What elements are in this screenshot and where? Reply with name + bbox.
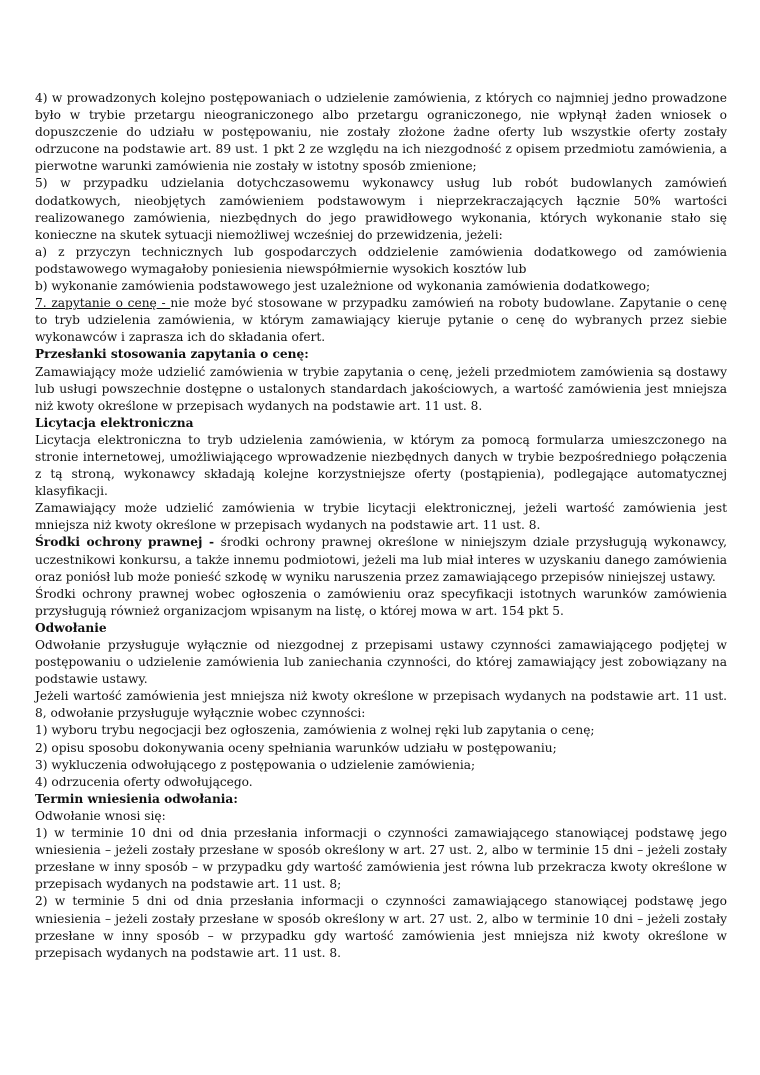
list-item-4: 4) odrzucenia oferty odwołującego.: [35, 774, 253, 789]
heading-licytacja: Licytacja elektroniczna: [35, 415, 194, 430]
paragraph-srodki-2: Środki ochrony prawnej wobec ogłoszenia o zamówieniu oraz specyfikacji istotnych warunków zamówienia przysługują również organizacjom wpisanym na listę, o której mowa w art. 154 pkt 5.: [35, 586, 727, 618]
heading-srodki: Środki ochrony prawnej -: [35, 535, 221, 550]
item-7-text: nie może być stosowane w przypadku zamówień na roboty budowlane. Zapytanie o cenę to tryb udzielenia zamówienia, w którym zamawiający kieruje pytanie o cenę do wybranych przez siebie wykonawców i zaprasza ich do składania ofert.: [35, 296, 727, 345]
paragraph-item-5: 5) w przypadku udzielania dotychczasowemu wykonawcy usług lub robót budowlanych zamówień dodatkowych, nieobjętych zamówieniem podstawowym i nieprzekraczających łącznie 50% wartości realizowanego zamówienia, niezbędnych do jego prawidłowego wykonania, których wykonanie stało się konieczne na skutek sytuacji niemożliwej wcześniej do przewidzenia, jeżeli:: [35, 176, 727, 242]
item-7-label: 7. zapytanie o cenę -: [35, 296, 171, 311]
paragraph-item-4: 4) w prowadzonych kolejno postępowaniach o udzielenie zamówienia, z których co najmniej jedno prowadzone było w trybie przetargu nieograniczonego albo przetargu ograniczonego, nie wpłynął żaden wniosek o dopuszczenie do udziału w postępowaniu, nie zostały złożone żadne oferty lub wszystkie oferty zostały odrzucone na podstawie art. 89 ust. 1 pkt 2 ze względu na ich niezgodność z opisem przedmiotu zamówienia, a pierwotne warunki zamówienia nie zostały w istotny sposób zmienione;: [35, 91, 727, 174]
heading-termin: Termin wniesienia odwołania:: [35, 791, 238, 806]
paragraph-odwolanie-2: Jeżeli wartość zamówienia jest mniejsza niż kwoty określone w przepisach wydanych na podstawie art. 11 ust. 8, odwołanie przysługuje wyłącznie wobec czynności:: [35, 689, 727, 721]
paragraph-przeslanki: Zamawiający może udzielić zamówienia w trybie zapytania o cenę, jeżeli przedmiotem zamówienia są dostawy lub usługi powszechnie dostępne o ustalonych standardach jakościowych, a wartość zamówienia jest mniejsza niż kwoty określone w przepisach wydanych na podstawie art. 11 ust. 8.: [35, 364, 727, 413]
paragraph-licytacja-1: Licytacja elektroniczna to tryb udzielenia zamówienia, w którym za pomocą formularza umieszczonego na stronie internetowej, umożliwiającego wprowadzenie niezbędnych danych w trybie bezpośredniego połączenia z tą stroną, wykonawcy składają kolejne korzystniejsze oferty (postąpienia), podlegające automatycznej klasyfikacji.: [35, 432, 727, 499]
list-item-3: 3) wykluczenia odwołującego z postępowania o udzielenie zamówienia;: [35, 757, 476, 772]
paragraph-odwolanie-1: Odwołanie przysługuje wyłącznie od niezgodnej z przepisami ustawy czynności zamawiającego podjętej w postępowaniu o udzielenie zamówienia lub zaniechania czynności, do której zamawiający jest zobowiązany na podstawie ustawy.: [35, 638, 727, 687]
termin-item-1: 1) w terminie 10 dni od dnia przesłania informacji o czynności zamawiającego stanowiącej podstawę jego wniesienia – jeżeli zostały przesłane w sposób określony w art. 27 ust. 2, albo w terminie 15 dni – jeżeli zostały przesłane w inny sposób – w przypadku gdy wartość zamówienia jest równa lub przekracza kwoty określone w przepisach wydanych na podstawie art. 11 ust. 8;: [35, 826, 727, 892]
srodki-text: środki ochrony prawnej określone w niniejszym dziale przysługują wykonawcy, uczestnikowi konkursu, a także innemu podmiotowi, jeżeli ma lub miał interes w uzyskaniu danego zamówienia oraz poniósł lub może ponieść szkodę w wyniku naruszenia przez zamawiającego przepisów niniejszej ustawy.: [35, 535, 727, 584]
paragraph-item-5b: b) wykonanie zamówienia podstawowego jest uzależnione od wykonania zamówienia dodatkowego;: [35, 279, 651, 294]
document-page: [35, 90, 727, 962]
paragraph-item-5a: a) z przyczyn technicznych lub gospodarczych oddzielenie zamówienia dodatkowego od zamówienia podstawowego wymagałoby poniesienia niewspółmiernie wysokich kosztów lub: [35, 244, 727, 276]
paragraph-item-7: [35, 295, 727, 346]
heading-przeslanki: Przesłanki stosowania zapytania o cenę:: [35, 347, 309, 362]
list-item-2: 2) opisu sposobu dokonywania oceny spełniania warunków udziału w postępowaniu;: [35, 740, 557, 755]
list-item-1: 1) wyboru trybu negocjacji bez ogłoszenia, zamówienia z wolnej ręki lub zapytania o cenę;: [35, 723, 595, 738]
termin-item-2: 2) w terminie 5 dni od dnia przesłania informacji o czynności zamawiającego stanowiącej podstawę jego wniesienia – jeżeli zostały przesłane w sposób określony w art. 27 ust. 2, albo w terminie 10 dni – jeżeli zostały przesłane w inny sposób – w przypadku gdy wartość zamówienia jest mniejsza niż kwoty określone w przepisach wydanych na podstawie art. 11 ust. 8.: [35, 894, 727, 960]
heading-odwolanie: Odwołanie: [35, 620, 107, 635]
paragraph-srodki-1: [35, 534, 727, 585]
paragraph-licytacja-2: Zamawiający może udzielić zamówienia w trybie licytacji elektronicznej, jeżeli wartość zamówienia jest mniejsza niż kwoty określone w przepisach wydanych na podstawie art. 11 ust. 8.: [35, 501, 727, 533]
paragraph-termin: Odwołanie wnosi się:: [35, 808, 166, 823]
